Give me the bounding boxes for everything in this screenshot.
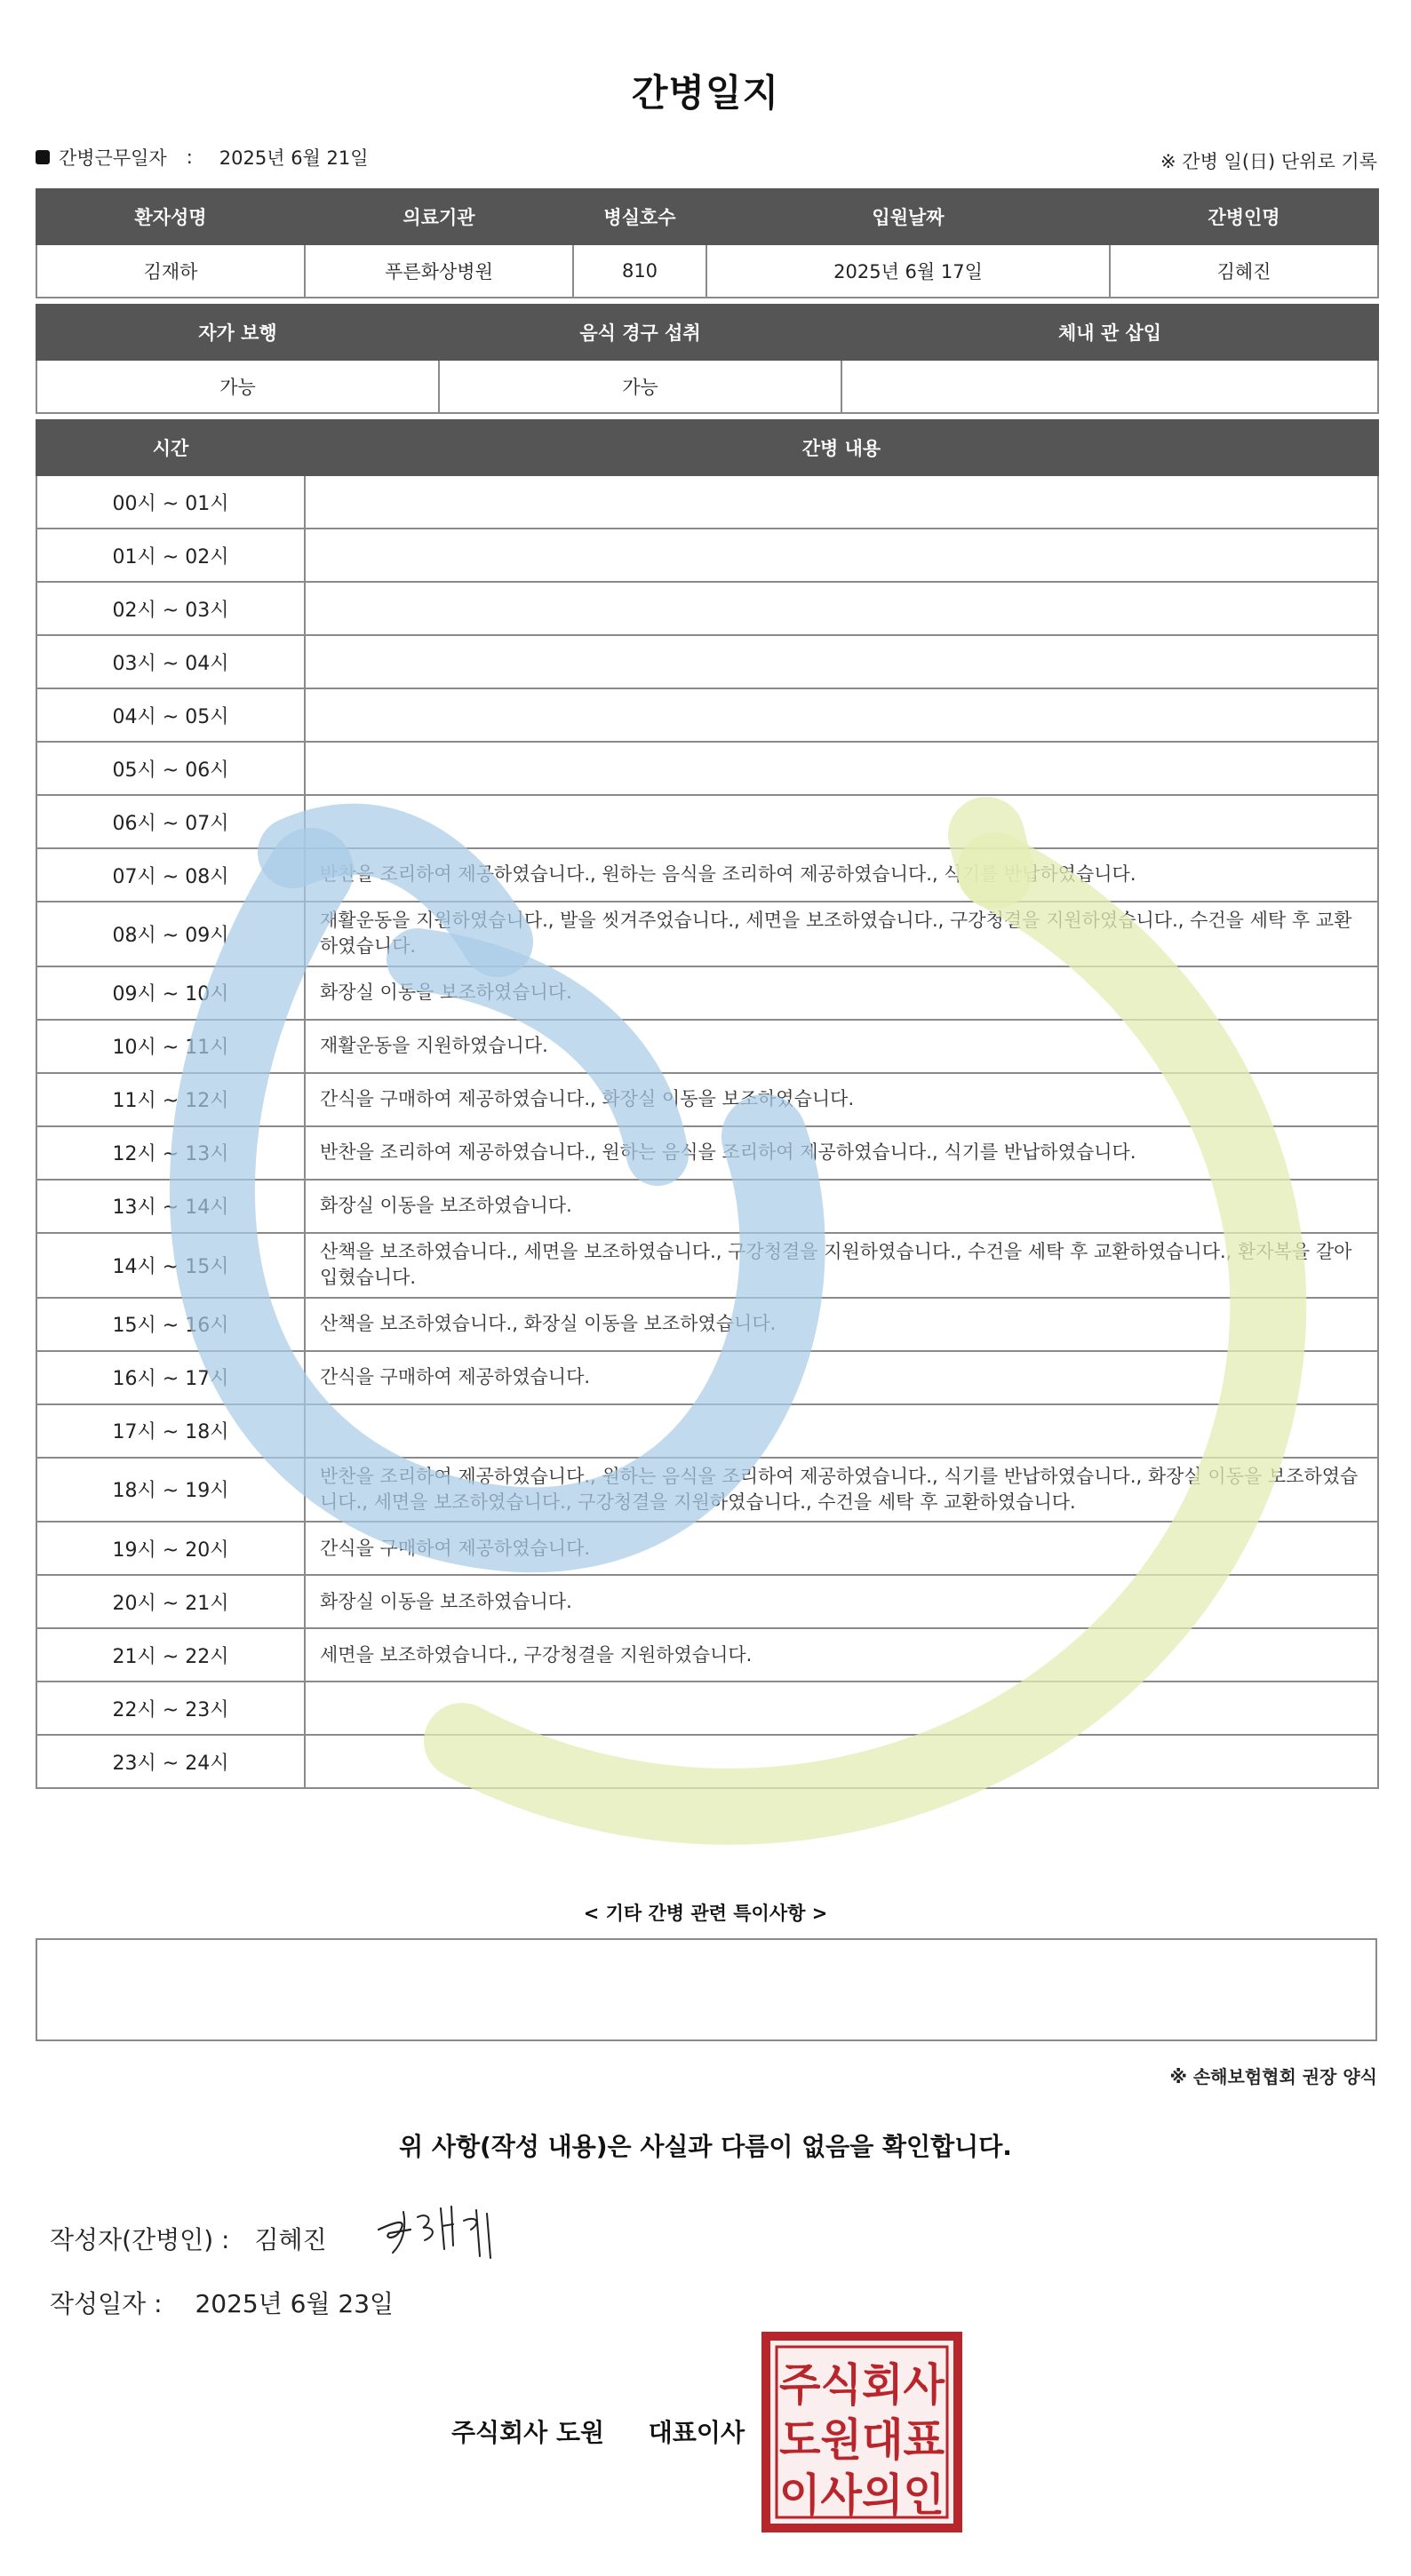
care-log-content (305, 688, 1378, 742)
care-log-time: 20시 ~ 21시 (36, 1575, 305, 1628)
care-log-time: 19시 ~ 20시 (36, 1522, 305, 1575)
care-log-content (305, 529, 1378, 582)
black-square-bullet-icon (36, 150, 50, 164)
care-log-content (305, 475, 1378, 529)
work-date-separator: : (186, 147, 193, 168)
care-log-header-row (36, 420, 1378, 475)
care-log-row (36, 1180, 1378, 1233)
care-log-row (36, 1575, 1378, 1628)
care-log-time: 06시 ~ 07시 (36, 795, 305, 848)
recommend-note: ※ 손해보험협회 권장 양식 (1169, 2066, 1377, 2087)
care-log-time: 23시 ~ 24시 (36, 1735, 305, 1788)
care-log-row (36, 1073, 1378, 1126)
patient-info-value-row (36, 244, 1378, 298)
header-caregiver-name: 간병인명 (1110, 189, 1378, 244)
care-log-time: 02시 ~ 03시 (36, 582, 305, 635)
care-log-time: 22시 ~ 23시 (36, 1682, 305, 1735)
care-log-content: 반찬을 조리하여 제공하였습니다., 원하는 음식을 조리하여 제공하였습니다., 식기를 반납하였습니다. (305, 1126, 1378, 1180)
care-log-row (36, 848, 1378, 902)
care-log-content: 산책을 보조하였습니다., 세면을 보조하였습니다., 구강청결을 지원하였습니다., 수건을 세탁 후 교환하였습니다., 환자복을 갈아입혔습니다. (305, 1233, 1378, 1298)
care-log-content: 간식을 구매하여 제공하였습니다. (305, 1351, 1378, 1404)
care-log-time: 12시 ~ 13시 (36, 1126, 305, 1180)
care-log-row (36, 1020, 1378, 1073)
write-date-line (50, 2285, 394, 2320)
care-log-content: 세면을 보조하였습니다., 구강청결을 지원하였습니다. (305, 1628, 1378, 1682)
care-log-row (36, 1628, 1378, 1682)
care-log-time: 21시 ~ 22시 (36, 1628, 305, 1682)
room-number: 810 (573, 244, 706, 298)
care-log-time: 10시 ~ 11시 (36, 1020, 305, 1073)
care-log-row (36, 1735, 1378, 1788)
confirm-statement: 위 사항(작성 내용)은 사실과 다름이 없음을 확인합니다. (399, 2132, 1012, 2161)
care-log-content (305, 582, 1378, 635)
patient-info-header-row (36, 189, 1378, 244)
tube-insertion-value (841, 360, 1378, 413)
header-hospital: 의료기관 (305, 189, 573, 244)
self-walking-value: 가능 (36, 360, 439, 413)
care-log-row (36, 966, 1378, 1020)
care-log-content (305, 635, 1378, 688)
care-log-time: 14시 ~ 15시 (36, 1233, 305, 1298)
care-log-content (305, 1735, 1378, 1788)
record-unit-note: ※ 간병 일(日) 단위로 기록 (1160, 151, 1377, 172)
care-log-time: 00시 ~ 01시 (36, 475, 305, 529)
care-log-time: 09시 ~ 10시 (36, 966, 305, 1020)
ability-header-row (36, 305, 1378, 360)
care-log-content: 산책을 보조하였습니다., 화장실 이동을 보조하였습니다. (305, 1298, 1378, 1351)
header-care-content: 간병 내용 (305, 420, 1378, 475)
patient-ability-table (36, 304, 1379, 414)
representative-title: 대표이사 (648, 2418, 745, 2447)
care-log-row (36, 582, 1378, 635)
care-log-row (36, 1404, 1378, 1458)
care-log-time: 07시 ~ 08시 (36, 848, 305, 902)
company-seal-stamp-icon (761, 2331, 963, 2533)
header-tube-insertion: 체내 관 삽입 (841, 305, 1378, 360)
care-log-row (36, 1298, 1378, 1351)
header-patient-name: 환자성명 (36, 189, 305, 244)
notes-box (36, 1938, 1377, 2041)
care-log-row (36, 1126, 1378, 1180)
care-log-content (305, 795, 1378, 848)
hospital-name: 푸른화상병원 (305, 244, 573, 298)
care-log-time: 11시 ~ 12시 (36, 1073, 305, 1126)
oral-intake-value: 가능 (439, 360, 841, 413)
care-log-row (36, 1233, 1378, 1298)
header-self-walking: 자가 보행 (36, 305, 439, 360)
company-name: 주식회사 도원 (451, 2418, 605, 2447)
work-date-value: 2025년 6월 21일 (219, 147, 369, 169)
company-line (451, 2413, 745, 2449)
care-log-content (305, 1404, 1378, 1458)
care-log-row (36, 742, 1378, 795)
header-time: 시간 (36, 420, 305, 475)
care-log-row (36, 688, 1378, 742)
patient-name: 김재하 (36, 244, 305, 298)
care-log-content: 반찬을 조리하여 제공하였습니다., 원하는 음식을 조리하여 제공하였습니다., 식기를 반납하였습니다., 화장실 이동을 보조하였습니다., 세면을 보조하였습니다., 구강청결을 지원하였습니다., 수건을 세탁 후 교환하였습니다. (305, 1458, 1378, 1523)
care-log-row (36, 902, 1378, 966)
ability-value-row (36, 360, 1378, 413)
care-log-row (36, 795, 1378, 848)
care-log-row (36, 635, 1378, 688)
write-date-label: 작성일자 : (50, 2289, 163, 2318)
write-date-value: 2025년 6월 23일 (195, 2289, 395, 2318)
work-date-label: 간병근무일자 (59, 147, 167, 169)
care-log-time: 08시 ~ 09시 (36, 902, 305, 966)
writer-label: 작성자(간병인) : (50, 2225, 230, 2254)
care-log-row (36, 1682, 1378, 1735)
handwritten-signature-icon (371, 2194, 514, 2274)
care-log-content: 화장실 이동을 보조하였습니다. (305, 1180, 1378, 1233)
care-log-time: 03시 ~ 04시 (36, 635, 305, 688)
care-log-content: 간식을 구매하여 제공하였습니다. (305, 1522, 1378, 1575)
care-log-time: 04시 ~ 05시 (36, 688, 305, 742)
admission-date: 2025년 6월 17일 (706, 244, 1110, 298)
care-log-row (36, 475, 1378, 529)
care-log-content (305, 1682, 1378, 1735)
care-log-row (36, 1458, 1378, 1523)
care-log-time: 13시 ~ 14시 (36, 1180, 305, 1233)
header-oral-intake: 음식 경구 섭취 (439, 305, 841, 360)
seal-text-line: 주식회사 (779, 2359, 945, 2411)
header-admission-date: 입원날짜 (706, 189, 1110, 244)
seal-text-line: 도원대표 (779, 2414, 945, 2466)
notes-title: < 기타 간병 관련 특이사항 > (583, 1903, 828, 1924)
care-log-time: 01시 ~ 02시 (36, 529, 305, 582)
care-log-content: 재활운동을 지원하였습니다. (305, 1020, 1378, 1073)
care-log-row (36, 1522, 1378, 1575)
care-log-row (36, 529, 1378, 582)
care-log-time: 17시 ~ 18시 (36, 1404, 305, 1458)
care-log-body (36, 475, 1378, 1788)
care-log-time: 18시 ~ 19시 (36, 1458, 305, 1523)
caregiver-name: 김혜진 (1110, 244, 1378, 298)
care-log-content: 화장실 이동을 보조하였습니다. (305, 966, 1378, 1020)
writer-name: 김혜진 (254, 2225, 327, 2254)
patient-info-table (36, 188, 1379, 298)
care-log-time: 05시 ~ 06시 (36, 742, 305, 795)
care-log-time: 15시 ~ 16시 (36, 1298, 305, 1351)
document-title: 간병일지 (631, 71, 780, 115)
care-log-row (36, 1351, 1378, 1404)
care-log-content: 간식을 구매하여 제공하였습니다., 화장실 이동을 보조하였습니다. (305, 1073, 1378, 1126)
care-log-time: 16시 ~ 17시 (36, 1351, 305, 1404)
header-room-number: 병실호수 (573, 189, 706, 244)
care-log-content: 반찬을 조리하여 제공하였습니다., 원하는 음식을 조리하여 제공하였습니다., 식기를 반납하였습니다. (305, 848, 1378, 902)
work-date-block (36, 144, 369, 171)
writer-line (50, 2221, 327, 2256)
care-log-content: 화장실 이동을 보조하였습니다. (305, 1575, 1378, 1628)
seal-text-line: 이사의인 (779, 2469, 945, 2521)
care-log-table (36, 419, 1379, 1789)
care-log-content: 재활운동을 지원하였습니다., 발을 씻겨주었습니다., 세면을 보조하였습니다., 구강청결을 지원하였습니다., 수건을 세탁 후 교환하였습니다. (305, 902, 1378, 966)
care-log-content (305, 742, 1378, 795)
